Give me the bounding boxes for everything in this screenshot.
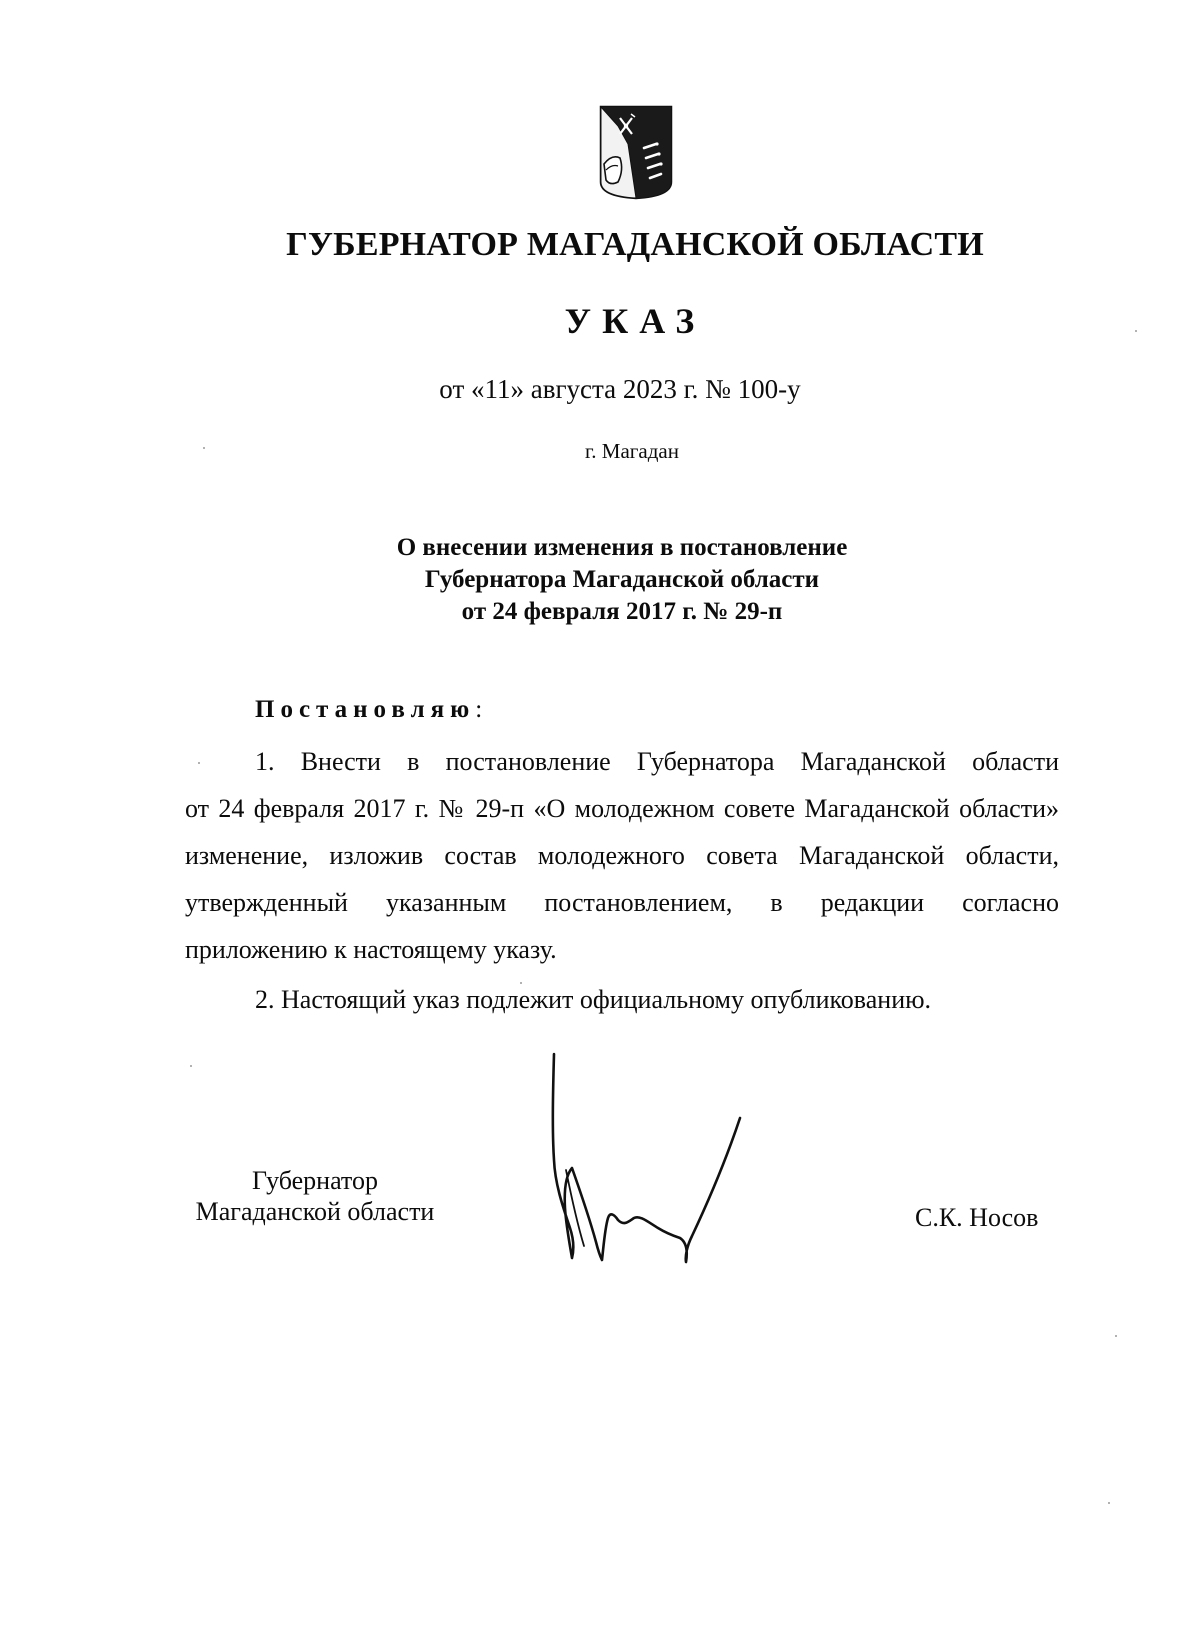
- decree-dateline: от «11» августа 2023 г. № 100-у: [439, 374, 801, 404]
- scan-speck: [203, 447, 205, 449]
- signatory-position: [186, 1165, 444, 1227]
- paragraph-1-line: изменение, изложив состав молодежного совета Магаданской области,: [185, 841, 1059, 870]
- document-type-title: УКАЗ: [564, 301, 706, 341]
- resolve-colon: :: [475, 696, 483, 723]
- paragraph-1-line: приложению к настоящему указу.: [185, 935, 557, 964]
- scan-speck: [190, 1065, 192, 1067]
- subject-line: от 24 февраля 2017 г. № 29-п: [461, 598, 783, 625]
- paragraph-1-line: от 24 февраля 2017 г. № 29-п «О молодежном совете Магаданской области»: [185, 794, 1059, 823]
- paragraph-1-line: 1. Внести в постановление Губернатора Магаданской области: [255, 747, 1059, 776]
- subject-line: О внесении изменения в постановление: [396, 534, 848, 561]
- paragraph-1-line: утвержденный указанным постановлением, в редакции согласно: [185, 888, 1059, 917]
- position-line: Губернатор: [252, 1166, 378, 1195]
- scan-speck: [1135, 330, 1137, 332]
- resolve-heading: [255, 696, 482, 724]
- position-line: Магаданской области: [195, 1197, 435, 1226]
- scan-speck: [198, 762, 200, 764]
- scan-speck: [520, 982, 522, 984]
- city-label: г. Магадан: [585, 439, 679, 463]
- subject-line: Губернатора Магаданской области: [424, 566, 820, 593]
- scan-speck: [1108, 1502, 1110, 1504]
- signatory-name: С.К. Носов: [915, 1203, 1039, 1232]
- paragraph-2: 2. Настоящий указ подлежит официальному опубликованию.: [255, 985, 932, 1014]
- authority-title: ГУБЕРНАТОР МАГАДАНСКОЙ ОБЛАСТИ: [286, 226, 984, 263]
- decree-subject: [0, 532, 1200, 628]
- scan-speck: [1115, 1335, 1117, 1337]
- coat-of-arms-icon: [598, 104, 674, 200]
- resolve-word: Постановляю: [255, 696, 476, 723]
- handwritten-signature-icon: [550, 1050, 790, 1280]
